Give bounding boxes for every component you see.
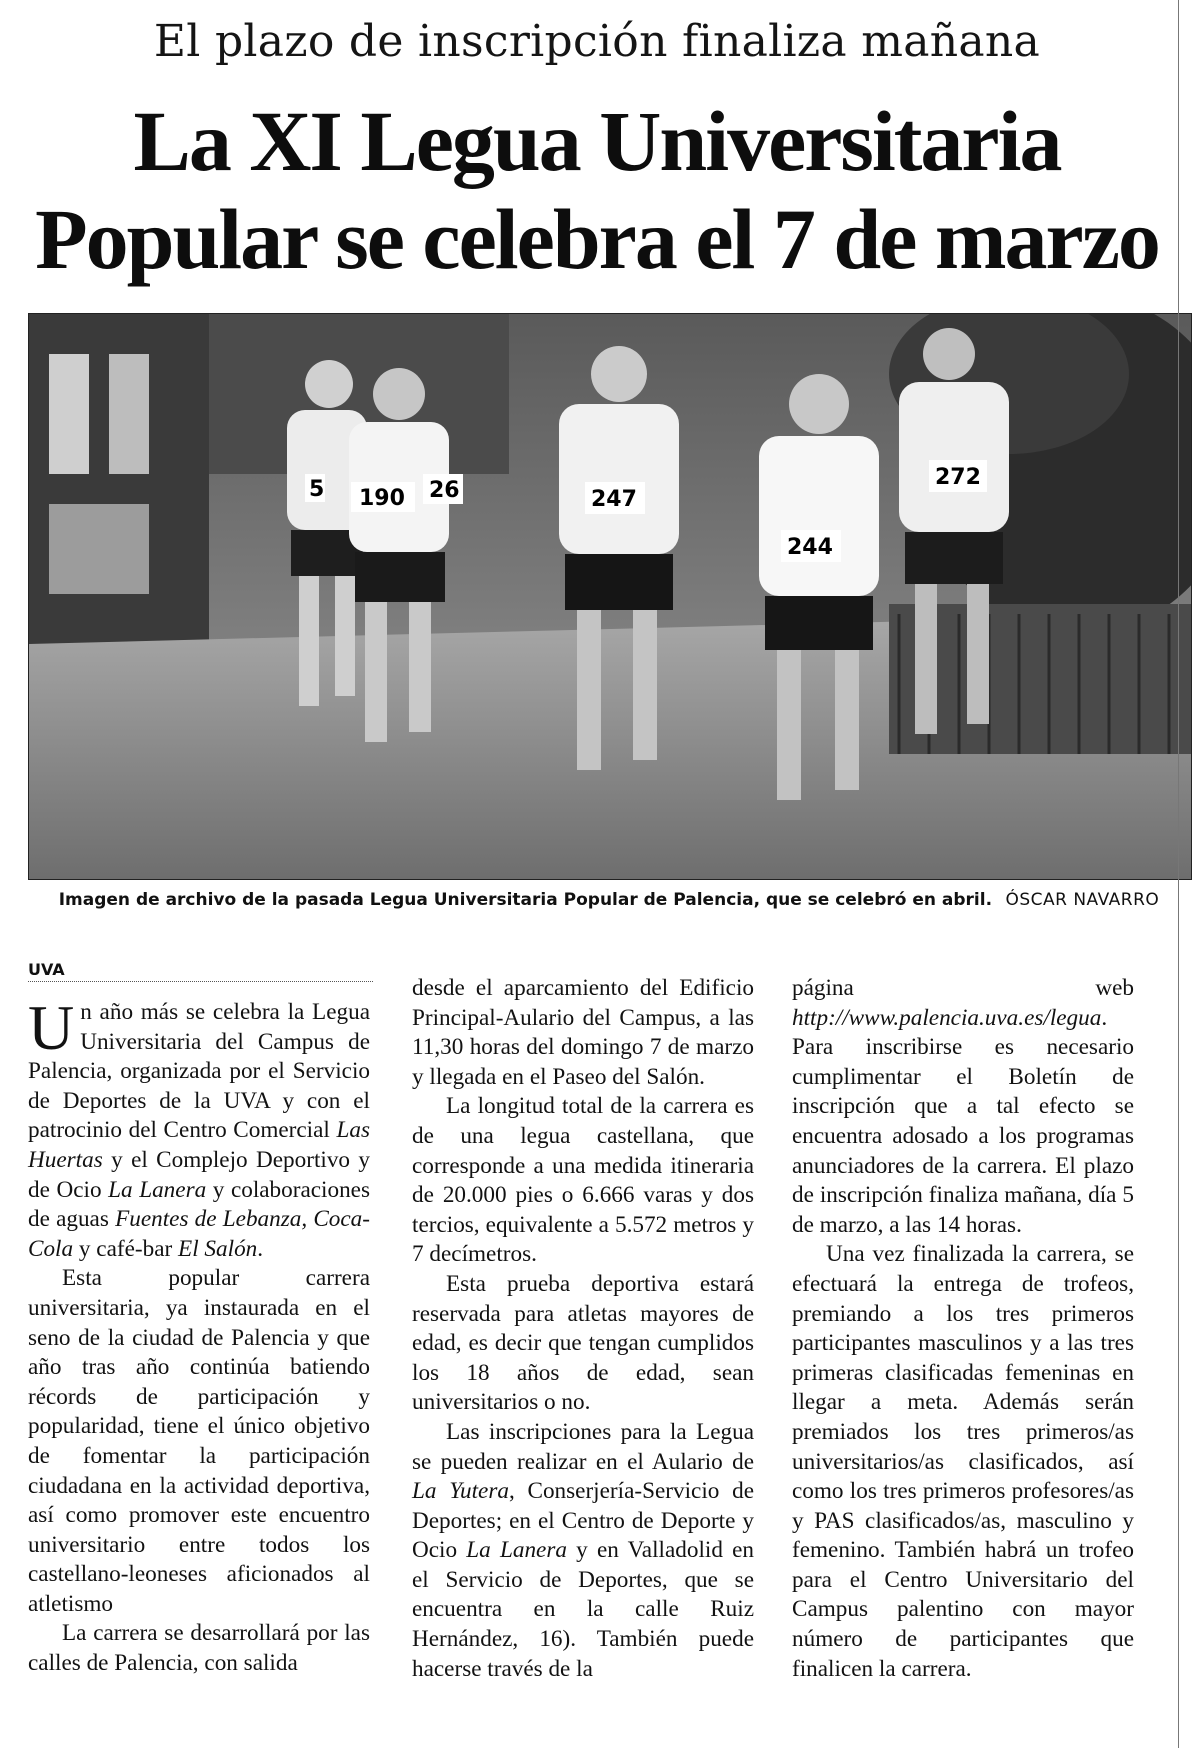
text-run: . Para inscribirse es necesario cumplimentar el Boletín de inscripción que a tal efecto se encuentra adosado a los programas anunciadores de la carrera. El plazo de inscripción finaliza mañana, día 5 de marzo, a las 14 horas.	[792, 1004, 1134, 1238]
text-run: y en Valladolid en el Servicio de Deportes, que se encuentra en la calle Ruiz Hernández, 16). También puede hacerse través de la	[412, 1537, 755, 1682]
article-paragraph	[28, 992, 370, 1264]
headline	[20, 92, 1174, 288]
headline-line-1: La XI Legua Universitaria	[133, 93, 1061, 189]
bib-number: 244	[787, 535, 833, 560]
article-paragraph	[412, 1418, 754, 1684]
text-run: Las inscripciones para la Legua se pueden realizar en el Aulario de	[412, 1418, 754, 1475]
text-run: n año más se celebra la Legua Universitaria del Campus de Palencia, organizada por el Servicio de Deportes de la UVA y con el patrocinio del Centro Comercial	[28, 999, 370, 1144]
text-run: .	[257, 1235, 264, 1262]
kicker-title: El plazo de inscripción finaliza mañana	[153, 16, 1041, 67]
article-paragraph: Esta prueba deportiva estará reservada para atletas mayores de edad, es decir que tengan cumplidos los 18 años de edad, sean universitarios o no.	[412, 1270, 754, 1416]
article-paragraph: Una vez finalizada la carrera, se efectuará la entrega de trofeos, premiando a los tres primeros participantes masculinos y a las tres primeras clasificadas femeninas en llegar a meta. Además serán premiados los tres primeros/as universitarios/as clasificados, así como los tres primeros profesores/as y PAS clasificados/as, masculino y femenino. También habrá un trofeo para el Centro Universitario del Campus palentino con mayor número de participantes que finalicen la carrera.	[792, 1241, 1134, 1682]
text-run-italic: Las Huertas	[28, 1117, 370, 1173]
section-label: UVA	[28, 960, 373, 982]
article-column-1	[28, 992, 370, 1679]
bib-number: 5	[309, 477, 325, 502]
text-run: y colaboraciones de aguas	[28, 1176, 370, 1233]
article-paragraph: La longitud total de la carrera es de una legua castellana, que corresponde a una medida itineraria de 20.000 pies o 6.666 varas y dos tercios, equivalente a 5.572 metros y 7 decímetros.	[412, 1093, 754, 1268]
text-run: y café-bar	[73, 1235, 179, 1262]
photo-credit: ÓSCAR NAVARRO	[1005, 890, 1160, 910]
photo-caption	[28, 888, 1190, 912]
article-column-2	[412, 974, 754, 1684]
drop-cap: U	[28, 992, 75, 1063]
page-edge-rule	[1178, 0, 1179, 1748]
headline-line-2: Popular se celebra el 7 de marzo	[35, 191, 1159, 287]
text-run-italic: La Lanera	[108, 1176, 207, 1203]
text-run-italic: El Salón	[178, 1235, 258, 1262]
runners-photo-illustration	[29, 314, 1191, 879]
text-run-italic: La Lanera	[466, 1537, 567, 1564]
caption-text: Imagen de archivo de la pasada Legua Universitaria Popular de Palencia, que se celebró en abril.	[58, 890, 993, 910]
bib-number: 272	[935, 465, 981, 490]
article-paragraph: La carrera se desarrollará por las calles de Palencia, con salida	[28, 1620, 370, 1677]
bib-number: 247	[591, 487, 637, 512]
text-run-italic: Fuentes de Lebanza, Coca-Cola	[28, 1206, 370, 1262]
article-column-3	[792, 974, 1134, 1684]
web-link[interactable]: http://www.palencia.uva.es/legua	[792, 1004, 1102, 1031]
article-paragraph: Esta popular carrera universitaria, ya instaurada en el seno de la ciudad de Palencia y que año tras año continúa batiendo récords de participación y popularidad, tiene el único objetivo de fomentar la participación ciudadana en la actividad deportiva, así como promover este encuentro universitario entre todos los castellano-leoneses aficionados al atletismo	[28, 1265, 370, 1617]
bib-number: 190	[359, 486, 405, 511]
text-run: página web	[792, 975, 1134, 1001]
text-run: y el Complejo Deportivo y de Ocio	[28, 1146, 370, 1203]
article-paragraph: desde el aparcamiento del Edificio Principal-Aulario del Campus, a las 11,30 horas del domingo 7 de marzo y llegada en el Paseo del Salón.	[412, 975, 754, 1090]
text-run: , Conserjería-Servicio de Deportes; en el Centro de Deporte y Ocio	[412, 1478, 754, 1564]
article-paragraph	[792, 974, 1134, 1240]
runners-photo	[28, 313, 1192, 880]
bib-number: 26	[429, 478, 460, 503]
text-run-italic: La Yutera	[412, 1478, 509, 1505]
